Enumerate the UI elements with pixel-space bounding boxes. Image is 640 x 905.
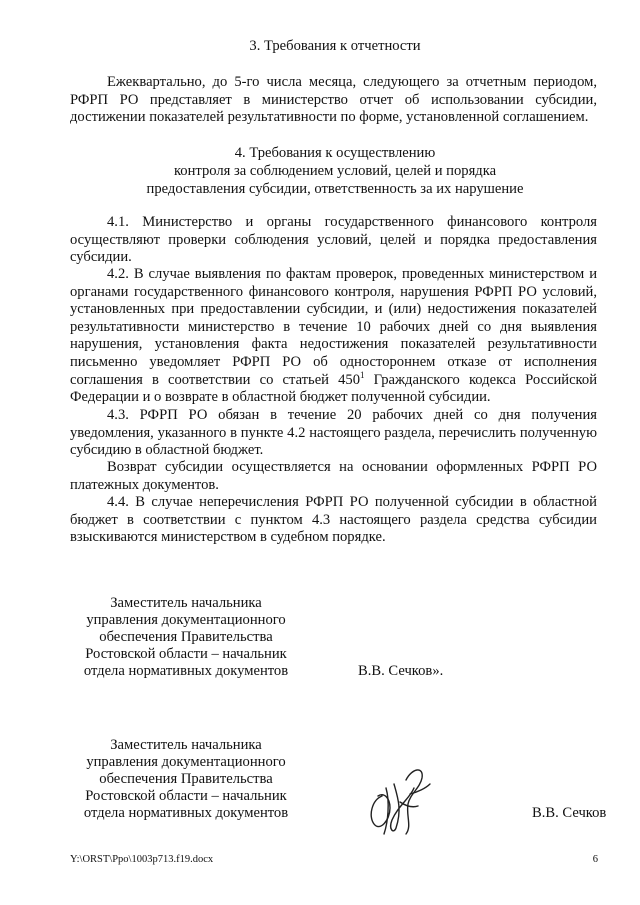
clause-4-3: 4.3. РФРП РО обязан в течение 20 рабочих дней со дня получения уведомления, указанного в пункте 4.2 настоящего раздела, перечислить полученную субсидию в областной бюджет. [70, 407, 597, 459]
clause-4-1: 4.1. Министерство и органы государственного финансового контроля осуществляют проверки соблюдения условий, целей и порядка предоставления субсидии. [70, 214, 597, 266]
section-4-heading-line-3: предоставления субсидии, ответственность за их нарушение [146, 181, 524, 197]
section-3-heading: 3. Требования к отчетности [249, 38, 421, 54]
sig2-title-line-4: Ростовской области – начальник [85, 788, 287, 804]
sig1-title-line-4: Ростовской области – начальник [85, 646, 287, 662]
sig1-title-line-1: Заместитель начальника [110, 595, 262, 611]
section-3-paragraph: Ежеквартально, до 5-го числа месяца, следующего за отчетным периодом, РФРП РО представляет в министерство отчет об использовании субсидии, достижении показателей результативности по форме, установленной соглашением. [70, 74, 597, 126]
handwritten-signature [360, 758, 440, 838]
refund-paragraph: Возврат субсидии осуществляется на основании оформленных РФРП РО платежных документов. [70, 459, 597, 493]
sig1-title-line-2: управления документационного [86, 612, 286, 628]
clause-4-2-text-before: 4.2. В случае выявления по фактам проверок, проведенных министерством и органами государственного финансового контроля, нарушения РФРП РО условий, установленных при предоставлении субсидии, и (или) недостижения показателей результативности министерство в течение 10 рабочих дней со дня выявления нарушения, установления факта недостижения показателей результативности письменно уведомляет РФРП РО об одностороннем отказе от исполнения соглашения в соответствии со статьей 450 [70, 266, 597, 388]
sig2-title-line-3: обеспечения Правительства [99, 771, 273, 787]
clause-4-2-text-after: Гражданского кодекса Российской Федерации и о возврате в областной бюджет полученной субсидии. [70, 371, 598, 406]
sig2-title-line-2: управления документационного [86, 754, 286, 770]
sig1-title-line-5: отдела нормативных документов [83, 663, 289, 679]
sig1-name: В.В. Сечков». [358, 663, 444, 679]
clause-4-4: 4.4. В случае неперечисления РФРП РО полученной субсидии в областной бюджет в соответствии с пунктом 4.3 настоящего раздела средства субсидии взыскиваются министерством в судебном порядке. [70, 494, 597, 546]
sig1-title-line-3: обеспечения Правительства [99, 629, 273, 645]
page-number: 6 [592, 854, 598, 865]
footer-file-path: Y:\ORST\Ppo\1003p713.f19.docx [70, 854, 214, 865]
article-superscript: 1 [360, 369, 365, 380]
section-4-heading-line-2: контроля за соблюдением условий, целей и порядка [173, 163, 497, 179]
sig2-title-line-1: Заместитель начальника [110, 737, 262, 753]
sig2-title-line-5: отдела нормативных документов [83, 805, 289, 821]
section-4-heading-line-1: 4. Требования к осуществлению [234, 145, 436, 161]
clause-4-2 [70, 266, 597, 407]
sig2-name: В.В. Сечков [532, 805, 607, 821]
